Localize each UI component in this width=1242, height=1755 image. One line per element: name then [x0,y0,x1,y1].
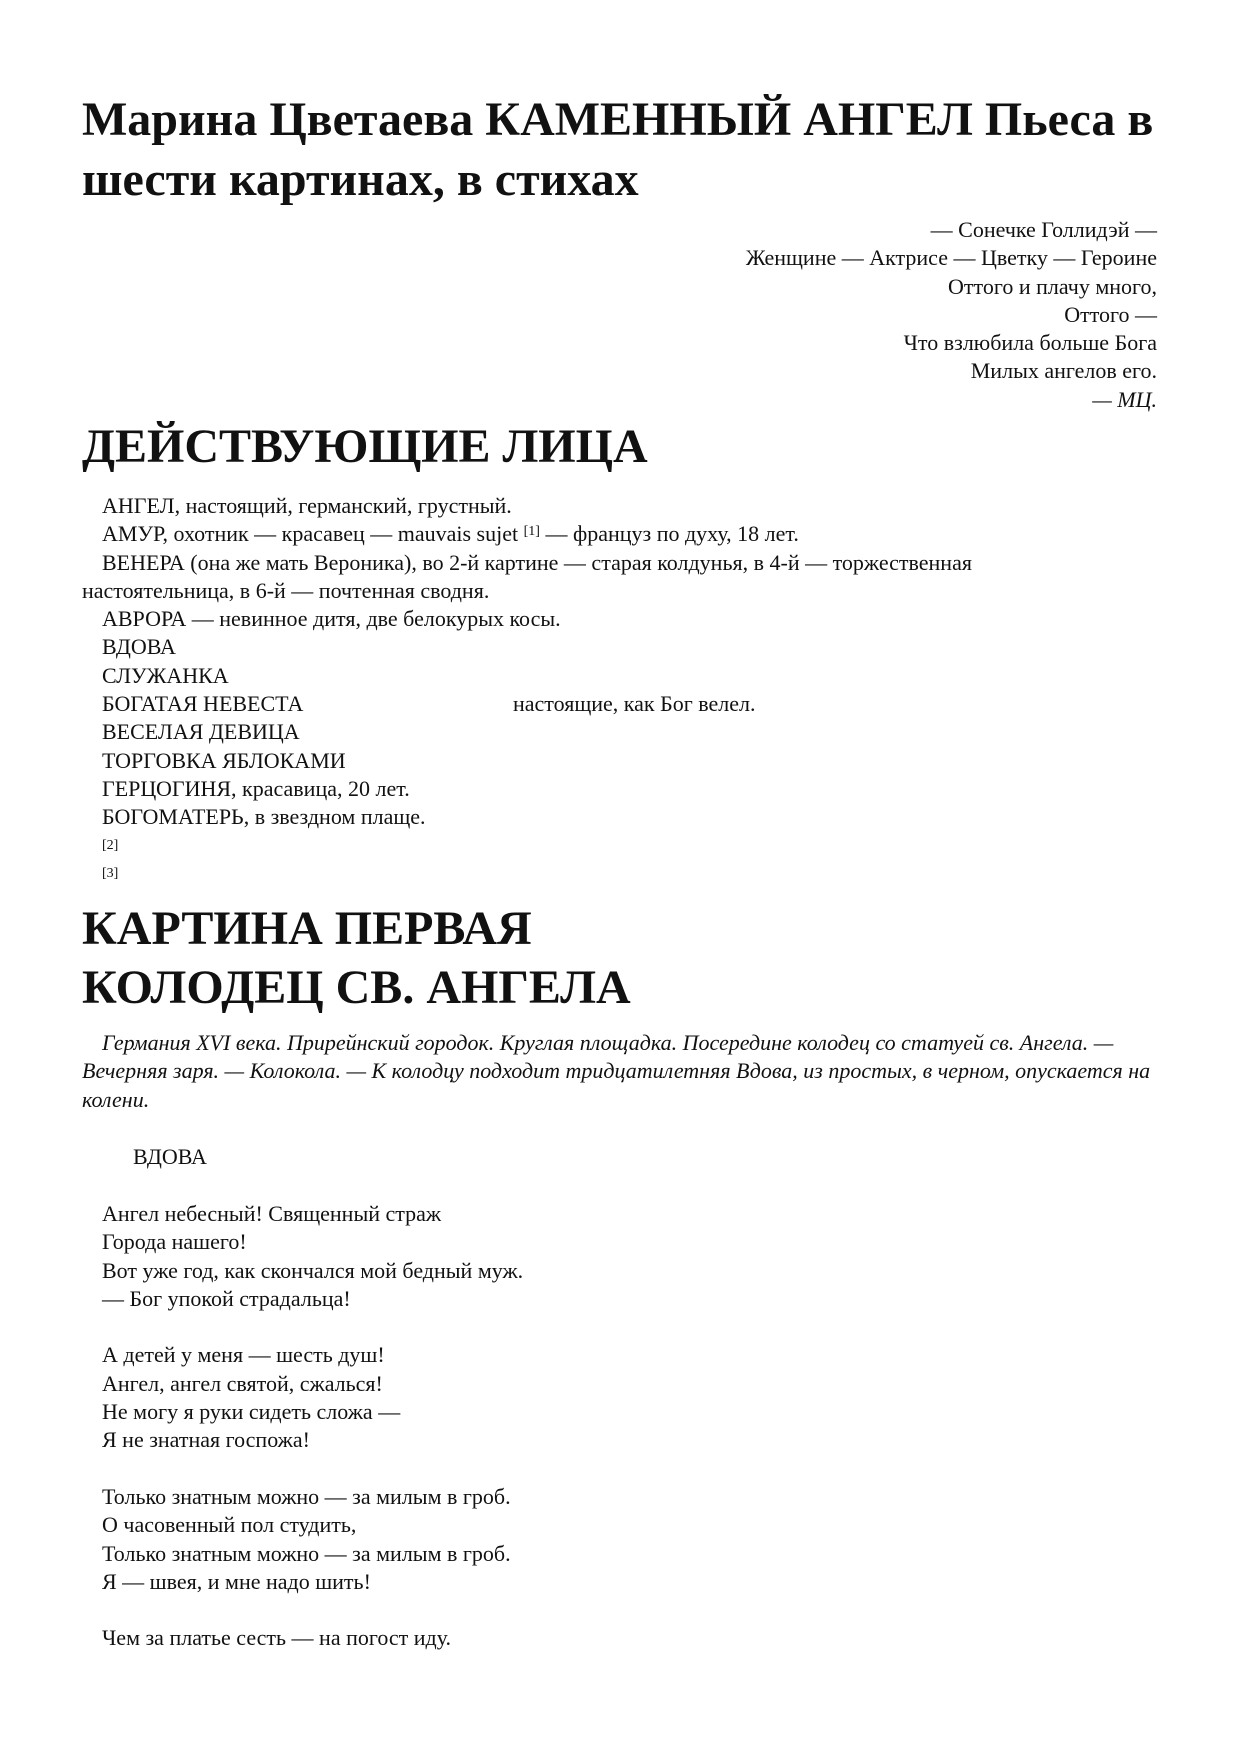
dedication-line: — Сонечке Голлидэй — [930,217,1157,242]
verse-line: Не могу я руки сидеть сложа — [102,1399,401,1425]
footnote-ref-3[interactable]: [3] [102,865,119,881]
epigraph-line: Оттого и плачу много, [948,273,1157,299]
cast-torgovka: ТОРГОВКА ЯБЛОКАМИ [102,747,346,773]
verse-line: Я — швея, и мне надо шить! [102,1568,371,1594]
speaker-name: ВДОВА [133,1144,207,1169]
verse-line: Только знатным можно — за милым в гроб. [102,1483,511,1509]
verse-line: — Бог упокой страдальца! [102,1285,351,1311]
verse [102,1200,523,1681]
cast-group-note: настоящие, как Бог велел. [513,691,756,717]
cast-amur [82,520,1162,548]
verse-line: А детей у меня — шесть душ! [102,1342,385,1368]
cast-gertsoginya: ГЕРЦОГИНЯ, красавица, 20 лет. [102,775,410,801]
footnote-ref-2[interactable]: [2] [102,837,119,853]
epigraph [600,216,1157,414]
cast-amur-text: АМУР, охотник — красавец — mauvais sujet [102,521,519,547]
cast-sluzhanka: СЛУЖАНКА [102,662,229,688]
cast-venera-line-2: настоятельница, в 6-й — почтенная сводня. [82,577,490,603]
cast-nevesta [82,690,1162,718]
epigraph-line: Милых ангелов его. [970,358,1157,384]
verse-line: Вот уже год, как скончался мой бедный муж. [102,1257,524,1283]
verse-line: О часовенный пол студить, [102,1512,357,1538]
stanza [102,1341,523,1454]
cast-vdova: ВДОВА [102,634,176,660]
dedication-subtitle: Женщине — Актрисе — Цветку — Героине [745,245,1157,271]
verse-line: Я не знатная госпожа! [102,1427,310,1453]
cast-bogomater: БОГОМАТЕРЬ, в звездном плаще. [102,804,426,830]
cast-nevesta-label: БОГАТАЯ НЕВЕСТА [102,691,304,717]
cast-amur-tail: — француз по духу, 18 лет. [539,521,799,547]
verse-line: Города нашего! [102,1229,247,1255]
stanza [102,1483,523,1596]
stanza [102,1624,523,1652]
cast-devitsa: ВЕСЕЛАЯ ДЕВИЦА [102,719,300,745]
scene-heading: КАРТИНА ПЕРВАЯ [82,902,532,955]
stanza [102,1200,523,1313]
cast-venera [82,549,1162,606]
epigraph-signature: — МЦ. [1092,386,1157,412]
footnote-ref-1[interactable]: [1] [523,524,540,540]
cast-venera-line-1: ВЕНЕРА (она же мать Вероника), во 2-й картине — старая колдунья, в 4-й — торжественная [102,549,972,575]
scene-subheading: КОЛОДЕЦ СВ. АНГЕЛА [82,961,631,1014]
document-title: Марина Цветаева КАМЕННЫЙ АНГЕЛ Пьеса в шести картинах, в стихах [82,93,1154,206]
verse-line: Чем за платье сесть — на погост иду. [102,1625,452,1651]
verse-line: Ангел небесный! Священный страж [102,1201,442,1226]
cast-list [82,492,1162,888]
cast-angel: АНГЕЛ, настоящий, германский, грустный. [102,493,512,518]
epigraph-line: Что взлюбила больше Бога [903,330,1157,356]
verse-line: Ангел, ангел святой, сжалься! [102,1370,383,1396]
cast-avrora: АВРОРА — невинное дитя, две белокурых косы. [102,606,561,632]
stage-direction: Германия XVI века. Прирейнский городок. Круглая площадка. Посередине колодец со статуей св. Ангела. — Вечерняя заря. — Колокола. — К колодцу подходит тридцатилетняя Вдова, из простых, в черном, опускается на колени. [82,1030,1151,1112]
verse-line: Только знатным можно — за милым в гроб. [102,1540,511,1566]
epigraph-line: Оттого — [1064,301,1157,327]
cast-heading: ДЕЙСТВУЮЩИЕ ЛИЦА [82,420,648,473]
